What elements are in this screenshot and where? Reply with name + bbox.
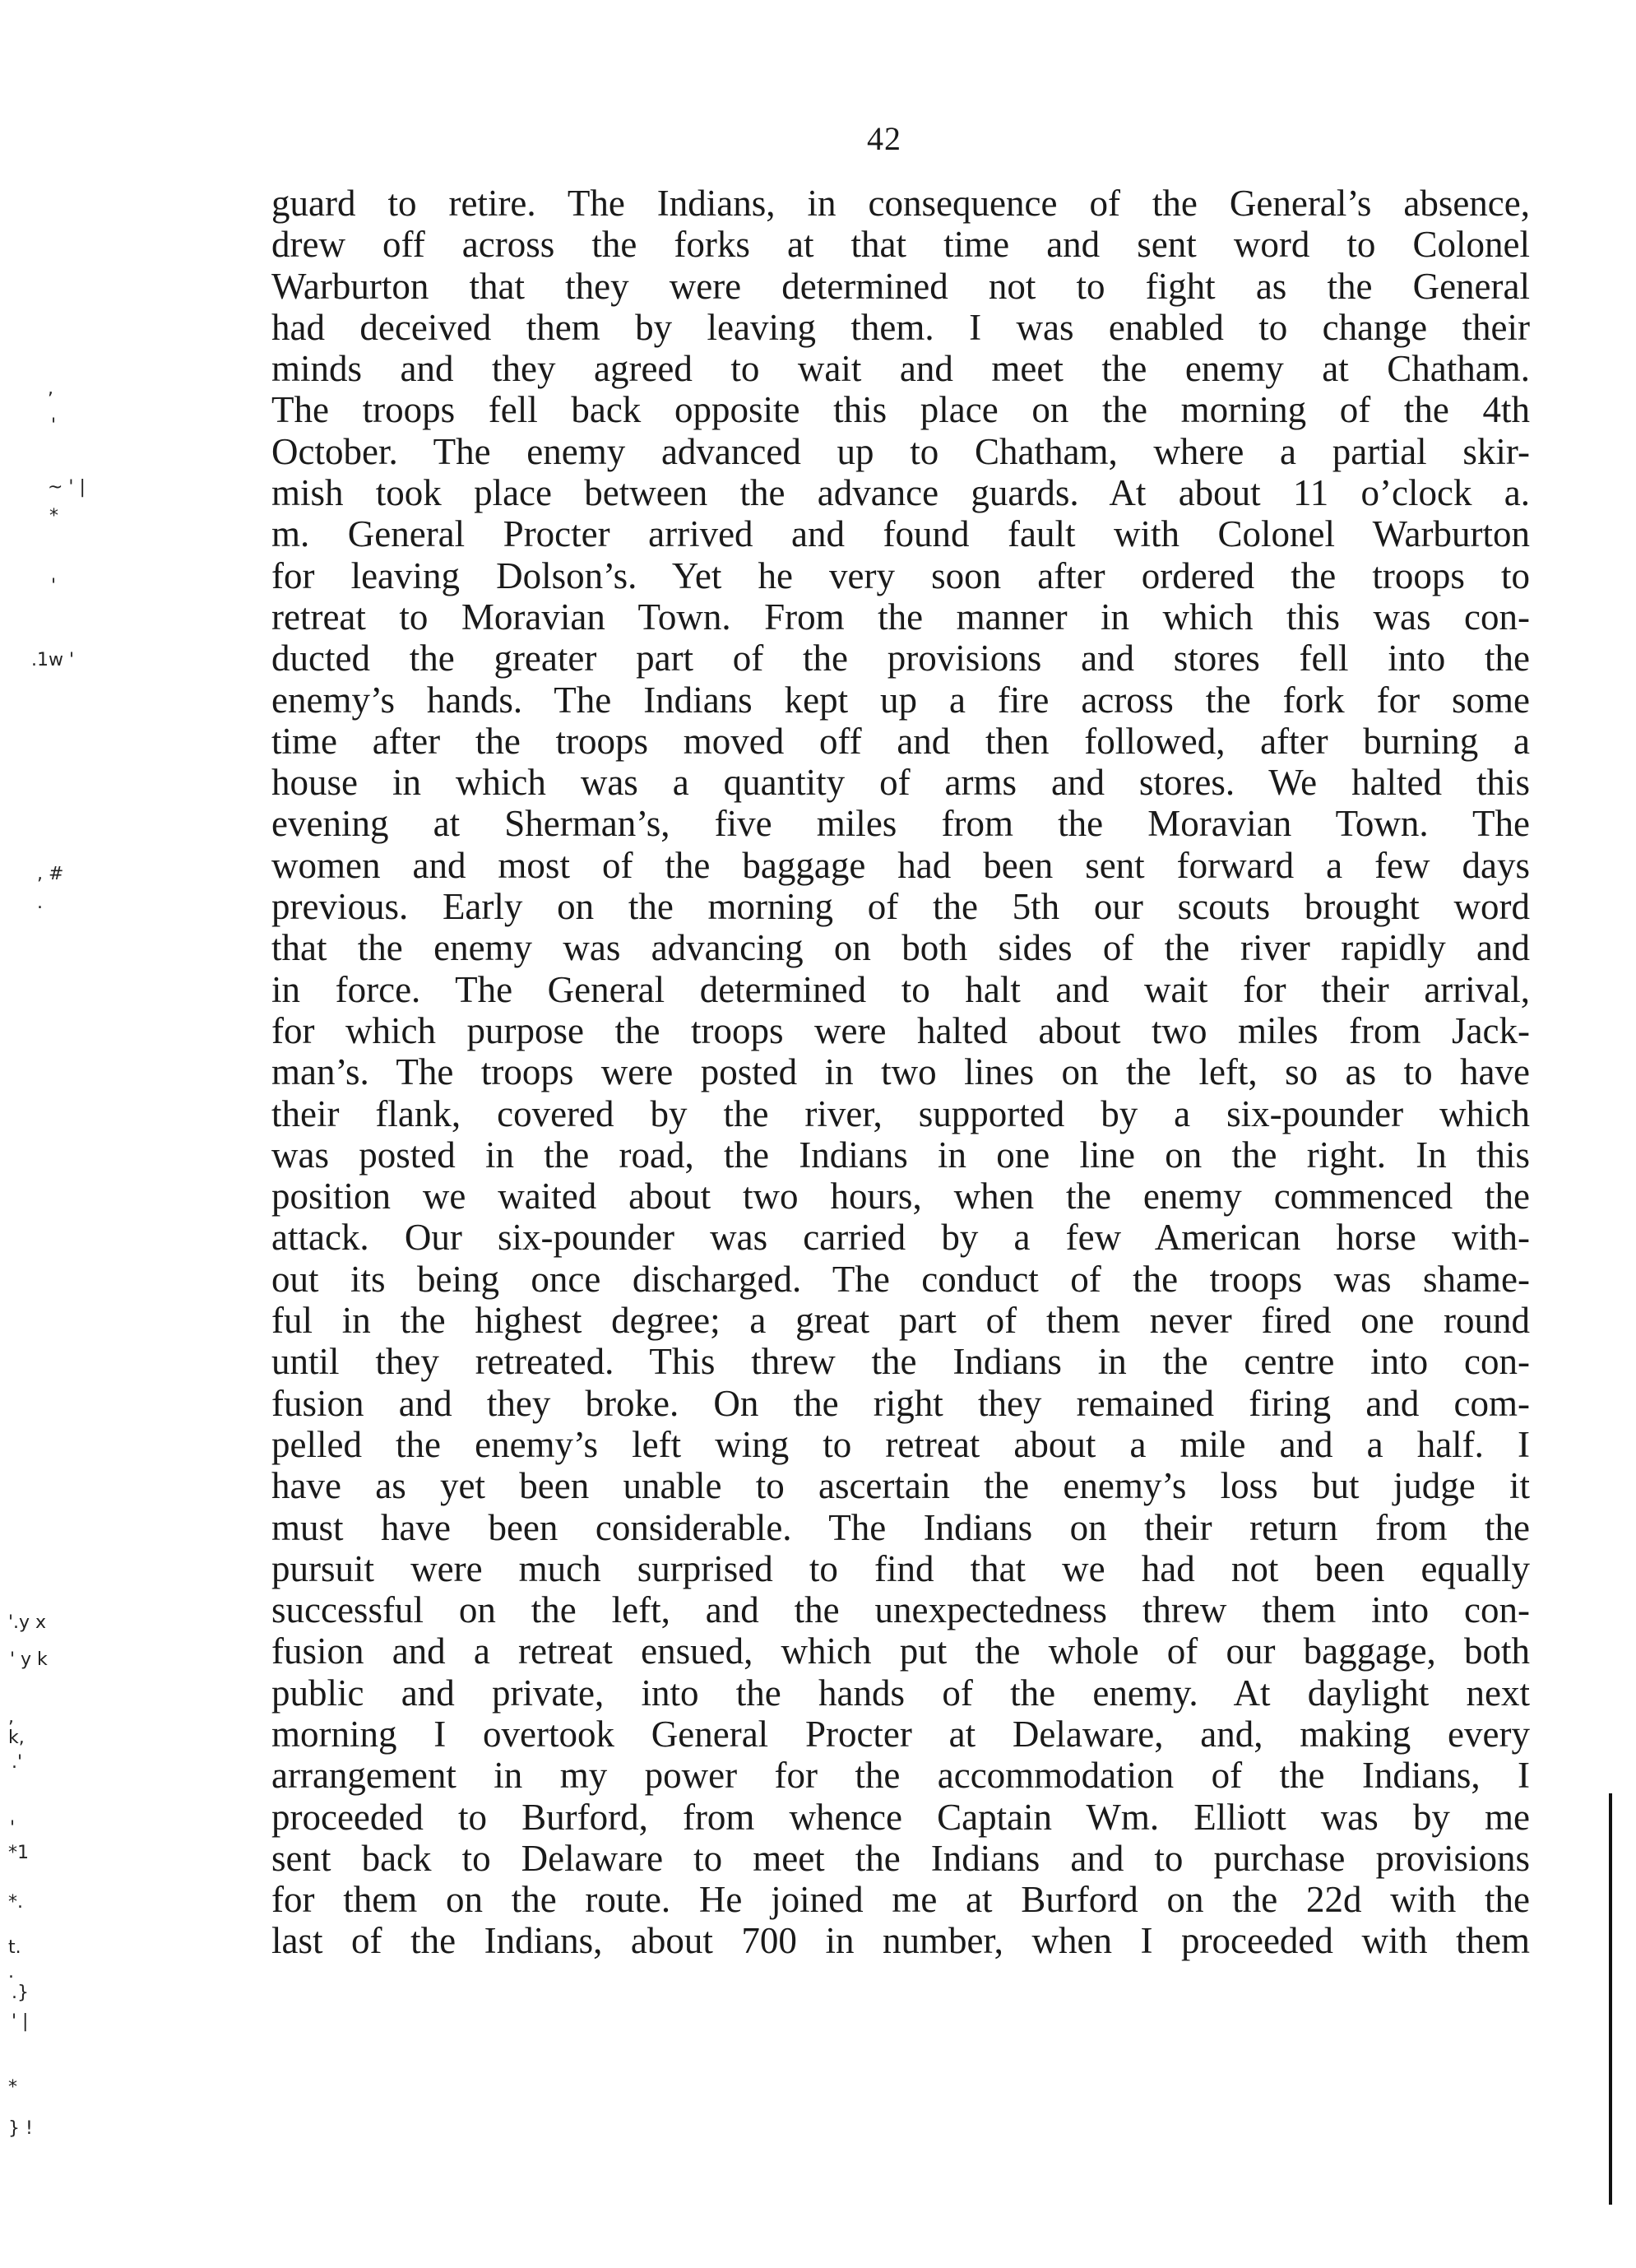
text-line: mish took place between the advance guards. At about 11 o’clock a. [271, 472, 1530, 514]
margin-mark: .} [12, 1983, 29, 2003]
text-line: until they retreated. This threw the Indians in the centre into con- [271, 1341, 1530, 1383]
text-line: women and most of the baggage had been sent forward a few days [271, 844, 1530, 886]
text-line: in force. The General determined to halt and wait for their arrival, [271, 968, 1530, 1010]
margin-mark: . [37, 893, 43, 913]
text-line: October. The enemy advanced up to Chatham, where a partial skir- [271, 430, 1530, 472]
margin-mark: } ! [8, 2118, 33, 2139]
text-line: for them on the route. He joined me at Burford on the 22d with the [271, 1879, 1530, 1921]
text-line: their flank, covered by the river, supported by a six-pounder which [271, 1092, 1530, 1134]
margin-mark: *. [8, 1892, 23, 1913]
margin-mark: '.y x [8, 1612, 47, 1633]
margin-mark: .1w ' [31, 650, 75, 670]
text-line: for which purpose the troops were halted about two miles from Jack- [271, 1009, 1530, 1051]
margin-mark: * [8, 2077, 17, 2098]
text-line: previous. Early on the morning of the 5th our scouts brought word [271, 886, 1530, 928]
margin-mark: * [49, 506, 58, 526]
margin-mark: ~ ' | [48, 477, 86, 498]
text-line: guard to retire. The Indians, in consequence of the General’s absence, [271, 183, 1530, 224]
margin-mark: ' y k [10, 1649, 48, 1670]
text-line: had deceived them by leaving them. I was enabled to change their [271, 306, 1530, 348]
text-line: must have been considerable. The Indians on their return from the [271, 1506, 1530, 1548]
text-line: fusion and a retreat ensued, which put the whole of our baggage, both [271, 1630, 1530, 1672]
text-line: that the enemy was advancing on both sides of the river rapidly and [271, 927, 1530, 969]
text-line: arrangement in my power for the accommodation of the Indians, I [271, 1755, 1530, 1797]
text-line: was posted in the road, the Indians in one line on the right. In this [271, 1134, 1530, 1176]
text-line: out its being once discharged. The conduct of the troops was shame- [271, 1258, 1530, 1300]
margin-mark: , # [37, 864, 64, 884]
body-text [271, 183, 1530, 1962]
margin-mark: ' | [12, 2011, 29, 2032]
margin-mark: t. [8, 1937, 21, 1958]
text-line: man’s. The troops were posted in two lines on the left, so as to have [271, 1051, 1530, 1093]
text-line: Warburton that they were determined not to fight as the General [271, 265, 1530, 307]
page-edge-rule [1609, 1793, 1612, 2205]
text-line: pursuit were much surprised to find that we had not been equally [271, 1547, 1530, 1589]
text-line: evening at Sherman’s, five miles from the Moravian Town. The [271, 803, 1530, 845]
bleed-through-margin-marks [0, 0, 132, 2268]
margin-mark: . [8, 1962, 14, 1983]
page-number: 42 [867, 120, 901, 157]
text-line: time after the troops moved off and then followed, after burning a [271, 720, 1530, 762]
text-line: for leaving Dolson’s. Yet he very soon after ordered the troops to [271, 554, 1530, 596]
text-line: public and private, into the hands of the enemy. At daylight next [271, 1672, 1530, 1714]
text-line: The troops fell back opposite this place on the morning of the 4th [271, 389, 1530, 431]
margin-mark: , [48, 378, 53, 399]
text-line: sent back to Delaware to meet the Indians and to purchase provisions [271, 1837, 1530, 1879]
text-line: house in which was a quantity of arms and stores. We halted this [271, 762, 1530, 804]
text-line: ducted the greater part of the provisions and stores fell into the [271, 638, 1530, 679]
text-line: have as yet been unable to ascertain the enemy’s loss but judge it [271, 1465, 1530, 1507]
text-line: minds and they agreed to wait and meet the enemy at Chatham. [271, 348, 1530, 390]
text-line: fusion and they broke. On the right they remained firing and com- [271, 1382, 1530, 1424]
text-line: position we waited about two hours, when the enemy commenced the [271, 1176, 1530, 1217]
text-line: pelled the enemy’s left wing to retreat about a mile and a half. I [271, 1423, 1530, 1465]
margin-mark: ' [10, 1818, 16, 1839]
text-line: ful in the highest degree; a great part of them never fired one round [271, 1300, 1530, 1342]
margin-mark: ' [51, 576, 57, 596]
text-line: attack. Our six-pounder was carried by a few American horse with- [271, 1217, 1530, 1259]
margin-mark: ' [51, 415, 57, 436]
margin-mark: *1 [8, 1843, 29, 1863]
text-line: drew off across the forks at that time and sent word to Colonel [271, 224, 1530, 266]
text-line: enemy’s hands. The Indians kept up a fire across the fork for some [271, 679, 1530, 721]
text-line: proceeded to Burford, from whence Captain Wm. Elliott was by me [271, 1796, 1530, 1838]
margin-mark: k, [8, 1728, 25, 1748]
text-line: last of the Indians, about 700 in number, when I proceeded with them [271, 1920, 1530, 1962]
text-line: retreat to Moravian Town. From the manner in which this was con- [271, 596, 1530, 638]
text-line: successful on the left, and the unexpectedness threw them into con- [271, 1589, 1530, 1631]
margin-mark: .' [12, 1752, 23, 1773]
text-line: morning I overtook General Procter at Delaware, and, making every [271, 1713, 1530, 1755]
margin-mark: , [8, 1707, 14, 1728]
text-line: m. General Procter arrived and found fault with Colonel Warburton [271, 513, 1530, 555]
